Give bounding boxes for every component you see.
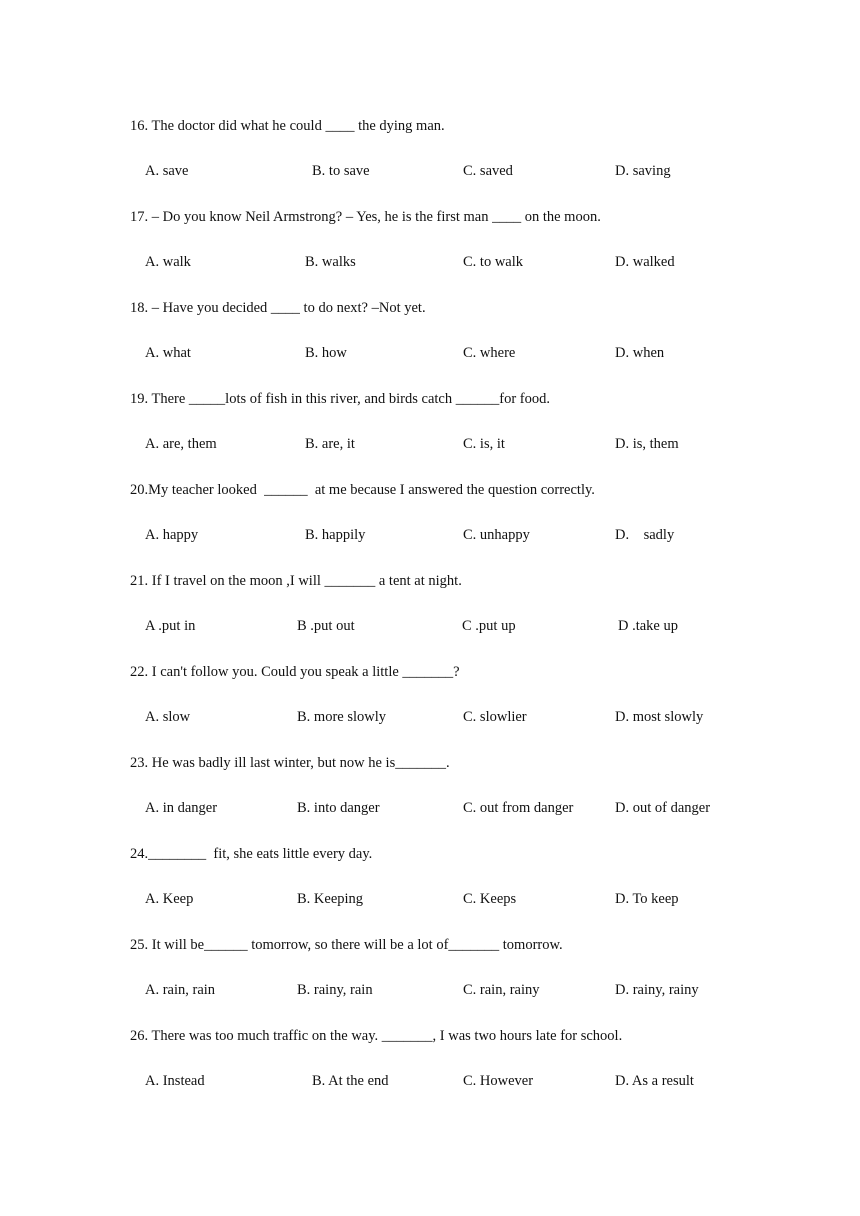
question-stem: 23. He was badly ill last winter, but now he is_______. [130, 755, 450, 771]
option-d: D. rainy, rainy [615, 982, 699, 998]
question-stem: 21. If I travel on the moon ,I will _______ a tent at night. [130, 573, 462, 589]
option-c: C. to walk [463, 254, 524, 270]
question-stem: 20.My teacher looked ______ at me because I answered the question correctly. [130, 482, 595, 498]
question-19 [130, 390, 750, 481]
question-stem: 26. There was too much traffic on the way. _______, I was two hours late for school. [130, 1028, 623, 1044]
question-24 [130, 845, 750, 936]
question-22 [130, 663, 750, 754]
option-b: B. to save [312, 163, 370, 179]
option-c: C. However [463, 1073, 534, 1089]
question-stem: 18. – Have you decided ____ to do next? –Not yet. [130, 300, 426, 316]
option-c: C. where [463, 345, 516, 361]
option-b: B. Keeping [297, 891, 364, 907]
option-a: A. Keep [145, 891, 194, 907]
option-a: A. Instead [145, 1073, 205, 1089]
option-b: B .put out [297, 618, 355, 634]
option-a: A .put in [145, 618, 196, 634]
option-c: C. out from danger [463, 800, 574, 816]
question-stem: 19. There _____lots of fish in this river, and birds catch ______for food. [130, 391, 550, 407]
option-c: C. is, it [463, 436, 505, 452]
option-a: A. walk [145, 254, 191, 270]
option-b: B. At the end [312, 1073, 389, 1089]
option-a: A. are, them [145, 436, 217, 452]
question-stem: 25. It will be______ tomorrow, so there will be a lot of_______ tomorrow. [130, 937, 563, 953]
option-b: B. into danger [297, 800, 380, 816]
option-c: C. unhappy [463, 527, 530, 543]
option-d: D. To keep [615, 891, 679, 907]
option-d: D. out of danger [615, 800, 711, 816]
option-c: C. rain, rainy [463, 982, 540, 998]
option-b: B. more slowly [297, 709, 387, 725]
option-d: D. sadly [615, 527, 675, 543]
question-stem: 24.________ fit, she eats little every day. [130, 846, 373, 862]
option-a: A. happy [145, 527, 199, 543]
question-20 [130, 481, 750, 572]
question-stem: 16. The doctor did what he could ____ the dying man. [130, 118, 445, 134]
question-18 [130, 299, 750, 390]
question-21 [130, 572, 750, 663]
question-23 [130, 754, 750, 845]
option-a: A. rain, rain [145, 982, 216, 998]
option-d: D. saving [615, 163, 671, 179]
question-17 [130, 208, 750, 299]
option-d: D. walked [615, 254, 675, 270]
option-b: B. walks [305, 254, 356, 270]
question-stem: 17. – Do you know Neil Armstrong? – Yes, he is the first man ____ on the moon. [130, 209, 601, 225]
question-26 [130, 1027, 750, 1118]
option-c: C. slowlier [463, 709, 527, 725]
option-d: D .take up [618, 618, 678, 634]
option-b: B. are, it [305, 436, 355, 452]
question-16 [130, 117, 750, 208]
question-stem: 22. I can't follow you. Could you speak a little _______? [130, 664, 460, 680]
question-25 [130, 936, 750, 1027]
option-b: B. rainy, rain [297, 982, 373, 998]
option-a: A. slow [145, 709, 191, 725]
option-d: D. when [615, 345, 665, 361]
option-b: B. how [305, 345, 347, 361]
option-a: A. save [145, 163, 189, 179]
option-d: D. most slowly [615, 709, 704, 725]
option-a: A. what [145, 345, 191, 361]
option-c: C. Keeps [463, 891, 517, 907]
option-c: C .put up [462, 618, 516, 634]
option-b: B. happily [305, 527, 366, 543]
option-c: C. saved [463, 163, 513, 179]
option-a: A. in danger [145, 800, 218, 816]
option-d: D. As a result [615, 1073, 694, 1089]
option-d: D. is, them [615, 436, 679, 452]
